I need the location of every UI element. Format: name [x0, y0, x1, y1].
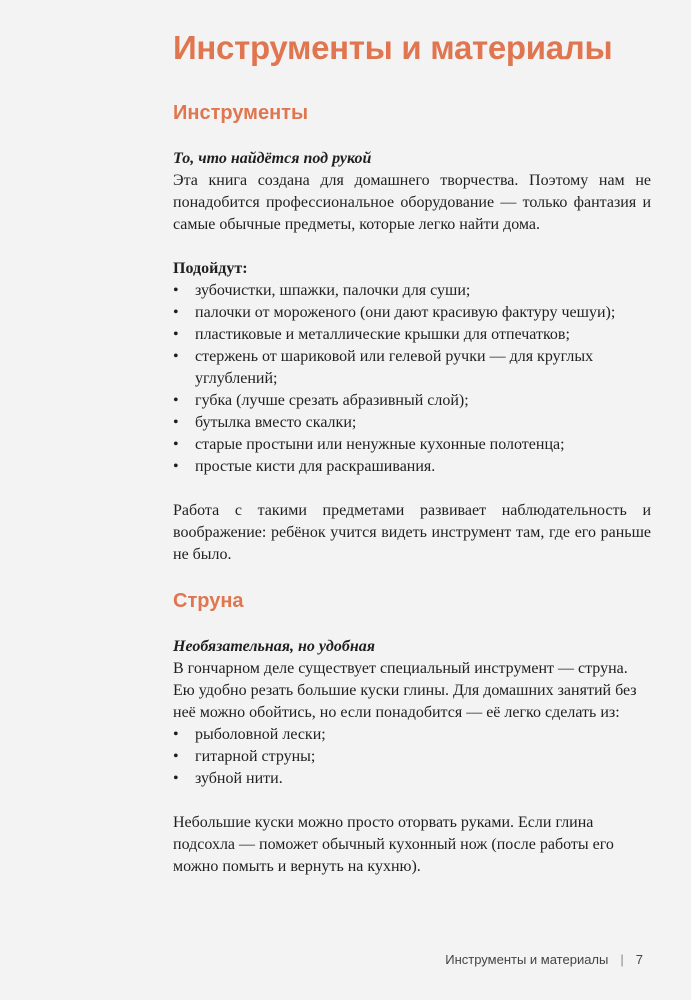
intro-paragraph-tools: Эта книга создана для домашнего творчества. Поэтому нам не понадобится профессиональное оборудование — только фантазия и самые обычные предметы, которые легко найти дома. [173, 172, 651, 233]
intro-paragraph-string: В гончарном деле существует специальный инструмент — струна. Ею удобно резать большие куски глины. Для домашних занятий без неё можно обойтись, но если понадобится — её легко сделать из: [173, 660, 637, 721]
subtitle-string: Необязательная, но удобная [173, 638, 375, 655]
list-lead: Подойдут: [173, 260, 248, 277]
string-list [173, 724, 651, 790]
page-footer [445, 952, 643, 967]
running-title: Инструменты и материалы [445, 952, 609, 967]
page-title: Инструменты и материалы [173, 29, 613, 66]
tools-list [173, 280, 651, 478]
list-item: • палочки от мороженого (они дают красивую фактуру чешуи); [173, 302, 651, 324]
footer-separator: | [620, 952, 624, 967]
list-item: • пластиковые и металлические крышки для отпечатков; [173, 324, 651, 346]
list-item: • гитарной струны; [173, 746, 651, 768]
list-item: • простые кисти для раскрашивания. [173, 456, 651, 478]
page-content [173, 28, 651, 878]
closing-paragraph-tools: Работа с такими предметами развивает наблюдательность и воображение: ребёнок учится видеть инструмент там, где его раньше не было. [173, 502, 651, 563]
list-item: • рыболовной лески; [173, 724, 651, 746]
list-item: • зубной нити. [173, 768, 651, 790]
list-item: • стержень от шариковой или гелевой ручки — для круглых углублений; [173, 346, 651, 390]
section-title-tools: Инструменты [173, 102, 309, 124]
subtitle-tools: То, что найдётся под рукой [173, 150, 372, 167]
section-title-string: Струна [173, 590, 244, 612]
list-item: • зубочистки, шпажки, палочки для суши; [173, 280, 651, 302]
list-item: • бутылка вместо скалки; [173, 412, 651, 434]
page-number: 7 [635, 952, 643, 967]
closing-paragraph-string: Небольшие куски можно просто оторвать руками. Если глина подсохла — поможет обычный кухонный нож (после работы его можно помыть и вернуть на кухню). [173, 814, 614, 875]
list-item: • старые простыни или ненужные кухонные полотенца; [173, 434, 651, 456]
list-item: • губка (лучше срезать абразивный слой); [173, 390, 651, 412]
